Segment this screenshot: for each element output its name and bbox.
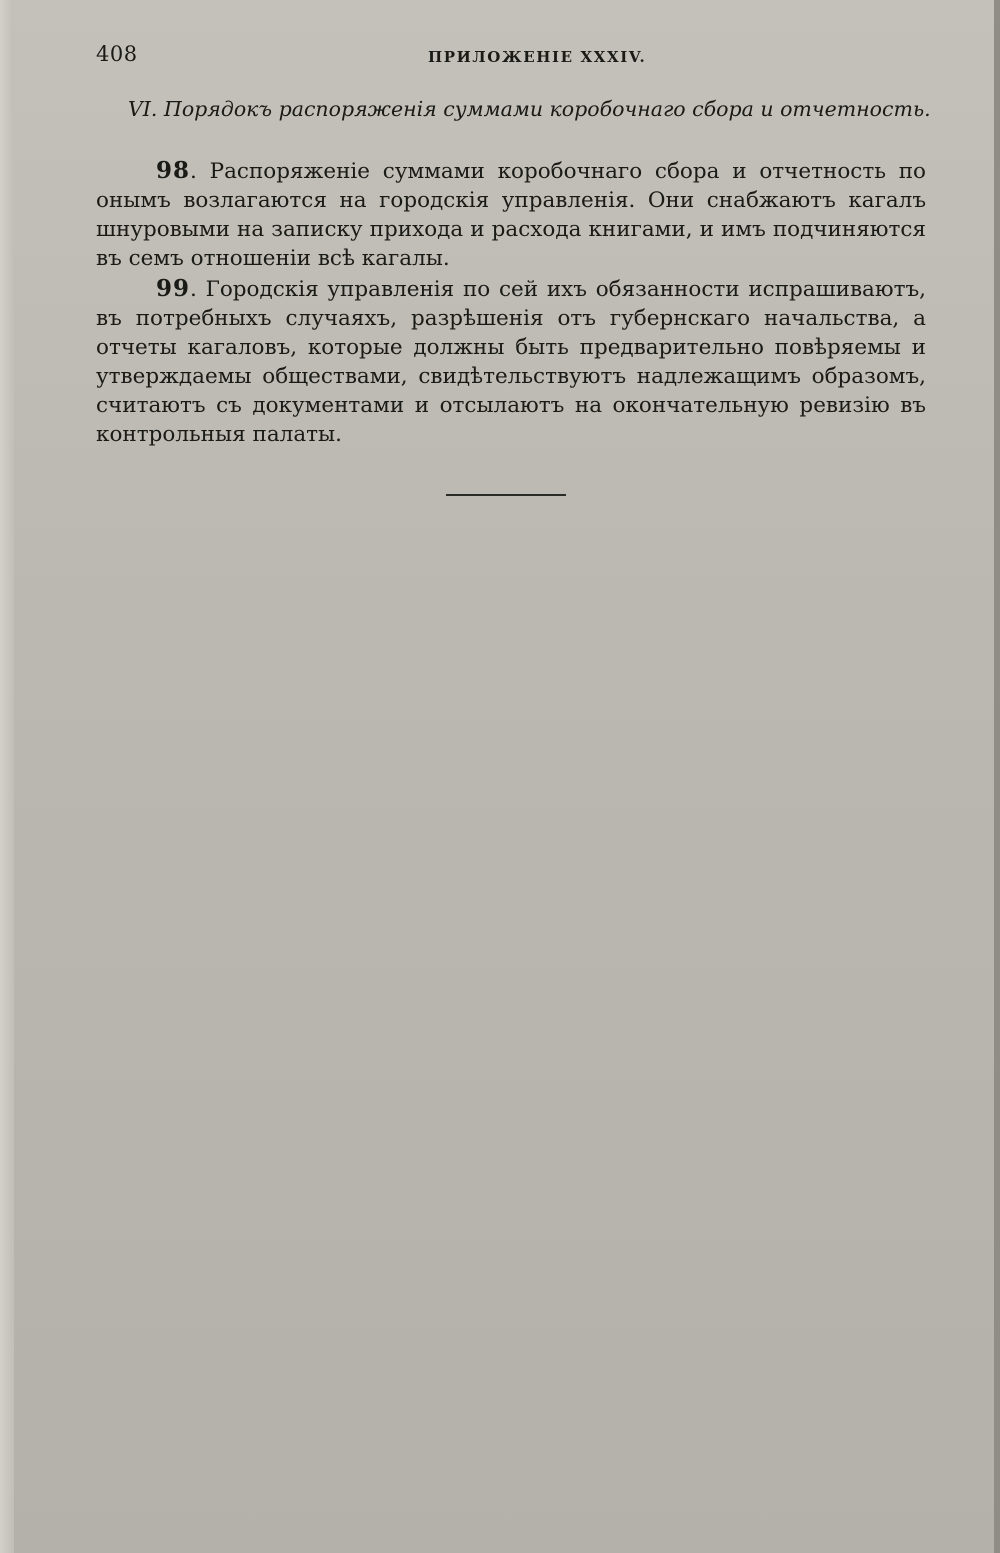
paragraph-99 [96, 274, 926, 449]
paragraph-text: . Городскія управленія по сей ихъ обязанности испрашиваютъ, въ потребныхъ случаяхъ, разрѣшенія отъ губернскаго начальства, а отчеты кагаловъ, которые должны быть предварительно повѣряемы и утверждаемы обществами, свидѣтельствуютъ надлежащимъ образомъ, считаютъ съ документами и отсылаютъ на окончательную ревизію въ контрольныя палаты. [96, 277, 926, 447]
page-edge-right [994, 0, 1000, 1553]
section-divider [446, 494, 566, 496]
page-edge-left [0, 0, 14, 1553]
paragraph-text: . Распоряженіе суммами коробочнаго сбора и отчетность по онымъ возлагаются на городскія управленія. Они снабжаютъ кагалъ шнуровыми на записку прихода и расхода книгами, и имъ подчиняются въ семъ отношеніи всѣ кагалы. [96, 159, 926, 271]
page-number: 408 [96, 42, 138, 66]
paragraph-number: 99 [156, 275, 191, 302]
running-head: ПРИЛОЖЕНІЕ XXXIV. [428, 48, 647, 66]
paragraph-number: 98 [156, 157, 191, 184]
paragraph-98 [96, 156, 926, 273]
section-title: VI. Порядокъ распоряженія суммами коробочнаго сбора и отчетность. [128, 97, 931, 121]
